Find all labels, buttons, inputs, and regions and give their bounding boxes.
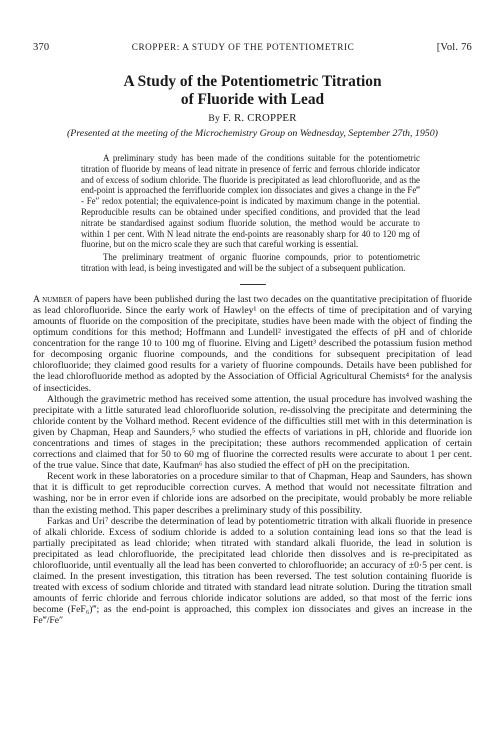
body-paragraph-3: Recent work in these laboratories on a procedure similar to that of Chapman, Heap and Saunders, has shown that it is difficult to get reproducible correction curves. A method that would not necessitate filtration and washing, nor be in error even if chloride ions are adsorbed on the precipitate, would probably be more reliable than the existing method. This paper describes a preliminary study of this possibility.	[33, 471, 472, 516]
body-paragraph-4: Farkas and Uri⁷ describe the determination of lead by potentiometric titration with alkali fluoride in presence of alkali chloride. Excess of sodium chloride is added to a solution containing lead ions so that the lead is partially precipitated as lead chloride; when titrated with standard alkali fluoride, the lead in solution is precipitated as lead chlorofluoride, the precipitated lead chloride then dissolves and is re-precipitated as chlorofluoride, until eventually all the lead has been converted to chlorofluoride; an accuracy of ±0·5 per cent. is claimed. In the present investigation, this titration has been reversed. The test solution containing fluoride is treated with excess of sodium chloride and titrated with standard lead nitrate solution. During the titration small amounts of ferric chloride and ferrous chloride indicator solutions are added, so that most of the ferric ions become (FeF₆)‴; as the end-point is approached, this complex ion dissociates and gives an increase in the Fe‴/Fe″	[33, 515, 472, 627]
volume-label: [Vol. 76	[436, 42, 472, 53]
author-name: F. R. CROPPER	[222, 112, 297, 124]
author-line	[33, 112, 472, 124]
body-paragraph-1	[33, 294, 472, 394]
title-line-2: of Fluoride with Lead	[180, 91, 325, 108]
running-header	[33, 0, 472, 53]
article-title	[33, 73, 472, 109]
page-number: 370	[33, 42, 50, 53]
running-title: CROPPER: A STUDY OF THE POTENTIOMETRIC	[131, 42, 355, 52]
abstract-paragraph-2: The preliminary treatment of organic fluorine compounds, prior to potentiometric titration with lead, is being investigated and will be the subject of a subsequent publication.	[81, 252, 420, 273]
title-line-1: A Study of the Potentiometric Titration	[123, 73, 382, 90]
abstract	[81, 153, 420, 274]
article-body	[33, 294, 472, 627]
abstract-paragraph-1: A preliminary study has been made of the conditions suitable for the potentiometric titration of fluoride by means of lead nitrate in presence of ferric and ferrous chloride indicator and of excess of sodium chloride. The fluoride is precipitated as lead chlorofluoride, and as the end-point is approached the ferrifluoride complex ion dissociates and gives a change in the Fe‴ - Fe″ redox potential; the equivalence-point is indicated by maximum change in the potential. Reproducible results can be obtained under specified conditions, and provided that the lead nitrate be standardised against sodium fluoride solution, the method would be accurate to within 1 per cent. With N lead nitrate the end-points are reasonably sharp for 40 to 120 mg of fluorine, but on the micro scale they are such that careful working is essential.	[81, 153, 420, 250]
author-prefix: By	[208, 113, 220, 124]
section-divider	[240, 284, 266, 285]
body-paragraph-1-text: of papers have been published during the last two decades on the quantitative precipitation of fluoride as lead chlorofluoride. Since the early work of Hawley¹ on the effects of time of precipitation and of varying amounts of fluoride on the composition of the precipitate, studies have been made with the object of finding the optimum conditions for this method; Hoffmann and Lundell² investigated the effects of pH and of chloride concentration for the range 10 to 100 mg of fluorine. Elving and Ligett³ described the potassium fusion method for decomposing organic fluorine compounds, and the conditions for subsequent precipitation of lead chlorofluoride; they claimed good results for a variety of fluorine compounds. Details have been published for the lead chlorofluoride method as adopted by the Association of Official Agricultural Chemists⁴ for the analysis of insecticides.	[33, 293, 472, 394]
lead-in-words: A number	[33, 293, 73, 305]
presented-note: (Presented at the meeting of the Microchemistry Group on Wednesday, September 27th, 1950)	[67, 128, 438, 139]
body-paragraph-2: Although the gravimetric method has received some attention, the usual procedure has involved washing the precipitate with a little saturated lead chlorofluoride solution, re-dissolving the precipitate and determining the chloride content by the Volhard method. Recent evidence of the difficulties still met with in this determination is given by Chapman, Heap and Saunders,⁵ who studied the effects of variations in pH, chloride and fluoride ion concentrations and times of stages in the precipitation; these authors recommended application of certain corrections and claimed that for 50 to 60 mg of fluorine the corrected results were accurate to about 1 per cent. of the true value. Since that date, Kaufman⁶ has also studied the effect of pH on the precipitation.	[33, 393, 472, 472]
